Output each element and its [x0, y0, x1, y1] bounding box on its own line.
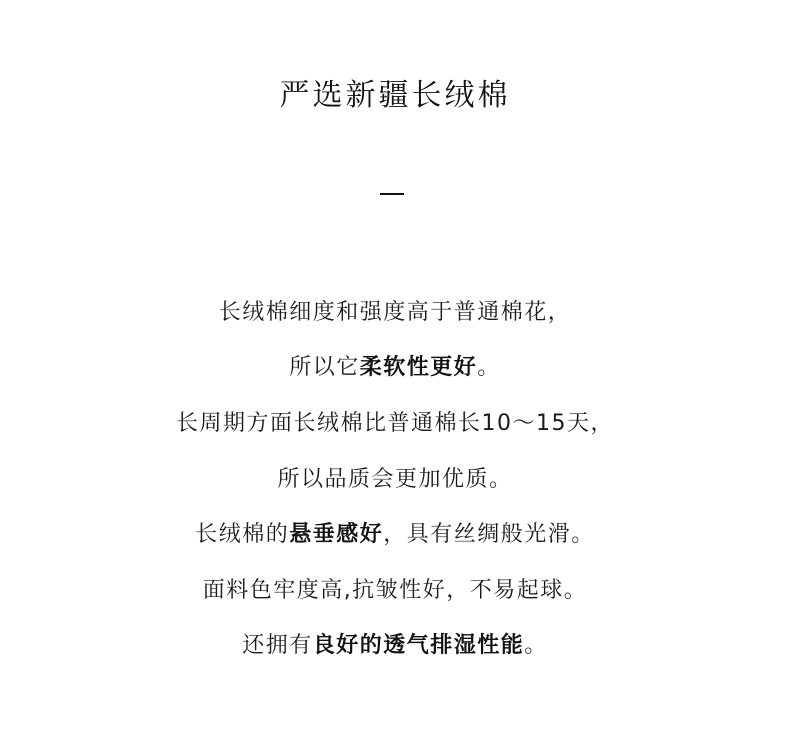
description-line-3 [0, 408, 790, 440]
line-text: 长绒棉的 [195, 522, 290, 547]
line-text: 。 [524, 633, 548, 658]
highlight-text: 悬垂感好 [289, 522, 384, 547]
description-line-7 [0, 630, 790, 662]
description-line-1 [0, 297, 790, 329]
description-line-5 [0, 519, 790, 551]
title-divider [380, 193, 404, 195]
line-text: 。 [477, 355, 501, 380]
line-text: 所以它 [289, 355, 360, 380]
line-text: 还拥有 [242, 633, 313, 658]
highlight-text: 柔软性更好 [359, 355, 478, 380]
page-title: 严选新疆长绒棉 [279, 78, 511, 113]
description-line-2 [0, 352, 790, 384]
line-text: 长周期方面长绒棉比普通棉长10～15天， [176, 411, 614, 436]
line-text: 长绒棉细度和强度高于普通棉花， [218, 300, 572, 325]
line-text: ，具有丝绸般光滑。 [383, 522, 595, 547]
description-line-4 [0, 464, 790, 496]
highlight-text: 良好的透气排湿性能 [312, 633, 525, 658]
line-text: 面料色牢度高,抗皱性好，不易起球。 [202, 578, 588, 603]
line-text: 所以品质会更加优质。 [277, 467, 513, 492]
description-line-6 [0, 575, 790, 607]
